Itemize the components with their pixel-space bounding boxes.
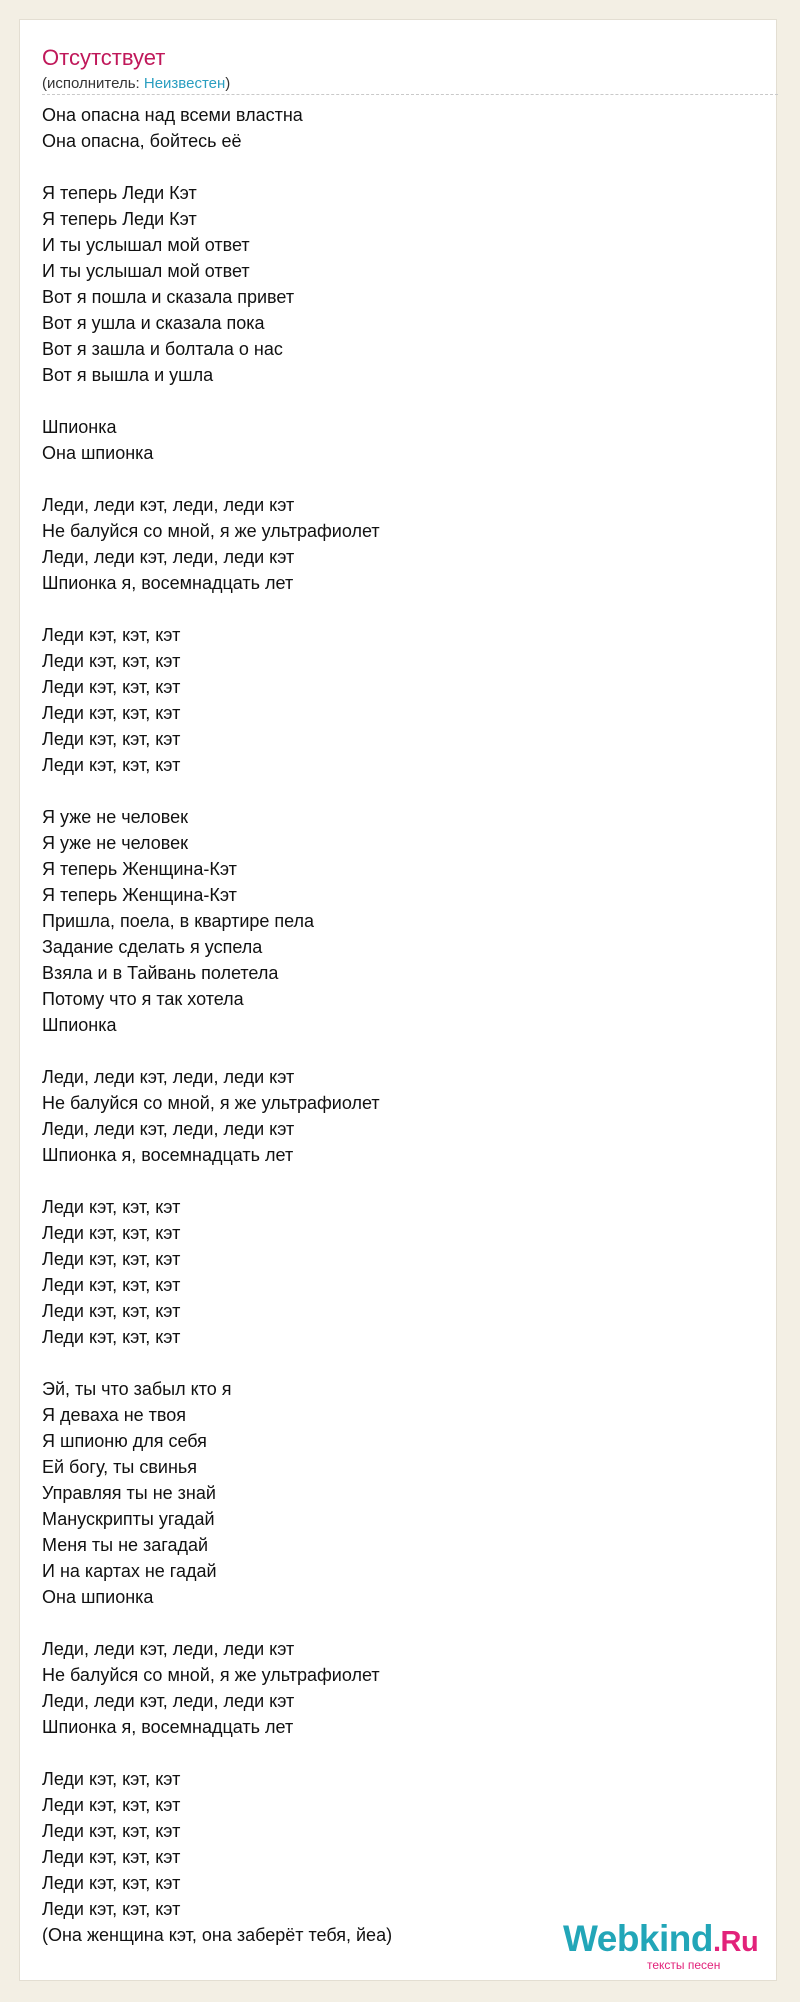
lyric-line: Не балуйся со мной, я же ультрафиолет: [42, 1665, 380, 1685]
lyric-line: Леди кэт, кэт, кэт: [42, 1249, 181, 1269]
lyric-line: Леди кэт, кэт, кэт: [42, 1769, 181, 1789]
lyric-line: Вот я ушла и сказала пока: [42, 313, 265, 333]
lyric-line: Я теперь Леди Кэт: [42, 209, 197, 229]
lyric-line: Я уже не человек: [42, 807, 188, 827]
artist-suffix: ): [225, 75, 231, 92]
lyric-line: Я теперь Женщина-Кэт: [42, 859, 237, 879]
lyric-line: Леди кэт, кэт, кэт: [42, 1275, 181, 1295]
lyric-line: Я шпионю для себя: [42, 1431, 207, 1451]
lyrics-text: [42, 102, 742, 1948]
lyric-line: Меня ты не загадай: [42, 1535, 209, 1555]
lyric-line: Вот я зашла и болтала о нас: [42, 339, 283, 359]
lyric-line: Леди кэт, кэт, кэт: [42, 1821, 181, 1841]
lyrics-card: [19, 19, 777, 1981]
lyric-line: Леди, леди кэт, леди, леди кэт: [42, 1639, 295, 1659]
lyric-line: Управляя ты не знай: [42, 1483, 216, 1503]
logo-wordmark: [563, 1917, 758, 1964]
lyric-line: Вот я пошла и сказала привет: [42, 287, 295, 307]
lyric-stanza-break: [42, 1168, 742, 1194]
lyric-line: Леди, леди кэт, леди, леди кэт: [42, 1067, 295, 1087]
lyric-stanza-break: [42, 388, 742, 414]
lyric-stanza-break: [42, 1350, 742, 1376]
lyric-line: Пришла, поела, в квартире пела: [42, 911, 315, 931]
lyric-stanza-break: [42, 596, 742, 622]
lyric-line: Шпионка: [42, 1015, 117, 1035]
lyric-stanza-break: [42, 778, 742, 804]
logo-name: Webkind: [563, 1918, 713, 1959]
lyric-line: Леди кэт, кэт, кэт: [42, 1795, 181, 1815]
lyric-line: Леди, леди кэт, леди, леди кэт: [42, 547, 295, 567]
lyric-line: (Она женщина кэт, она заберёт тебя, йеа): [42, 1925, 393, 1945]
lyric-line: Она шпионка: [42, 1587, 154, 1607]
lyric-line: Леди, леди кэт, леди, леди кэт: [42, 495, 295, 515]
lyric-line: Шпионка я, восемнадцать лет: [42, 1145, 294, 1165]
lyric-line: Леди кэт, кэт, кэт: [42, 755, 181, 775]
lyric-line: Эй, ты что забыл кто я: [42, 1379, 232, 1399]
logo-tagline: тексты песен: [647, 1958, 721, 1972]
artist-prefix: (исполнитель:: [42, 75, 144, 92]
lyric-line: Ей богу, ты свинья: [42, 1457, 198, 1477]
lyric-line: Вот я вышла и ушла: [42, 365, 214, 385]
lyric-line: Потому что я так хотела: [42, 989, 244, 1009]
lyric-line: Я теперь Леди Кэт: [42, 183, 197, 203]
lyric-line: Леди, леди кэт, леди, леди кэт: [42, 1119, 295, 1139]
lyric-stanza-break: [42, 1610, 742, 1636]
lyric-line: Леди кэт, кэт, кэт: [42, 625, 181, 645]
lyric-line: Манускрипты угадай: [42, 1509, 215, 1529]
lyric-line: Шпионка: [42, 417, 117, 437]
logo-tld: .Ru: [713, 1926, 759, 1958]
lyric-line: Леди кэт, кэт, кэт: [42, 677, 181, 697]
lyric-line: Леди кэт, кэт, кэт: [42, 1899, 181, 1919]
lyric-line: Леди кэт, кэт, кэт: [42, 1301, 181, 1321]
lyric-line: Леди кэт, кэт, кэт: [42, 729, 181, 749]
lyric-line: Она опасна, бойтесь её: [42, 131, 242, 151]
lyric-line: Леди кэт, кэт, кэт: [42, 1327, 181, 1347]
lyric-line: Она шпионка: [42, 443, 154, 463]
lyric-line: Шпионка я, восемнадцать лет: [42, 573, 294, 593]
lyric-stanza-break: [42, 1038, 742, 1064]
lyric-stanza-break: [42, 154, 742, 180]
lyric-line: Леди кэт, кэт, кэт: [42, 1873, 181, 1893]
lyric-line: Леди, леди кэт, леди, леди кэт: [42, 1691, 295, 1711]
lyric-line: Я уже не человек: [42, 833, 188, 853]
lyric-line: И ты услышал мой ответ: [42, 261, 250, 281]
lyric-line: И ты услышал мой ответ: [42, 235, 250, 255]
lyric-line: Не балуйся со мной, я же ультрафиолет: [42, 521, 380, 541]
lyric-line: Леди кэт, кэт, кэт: [42, 1847, 181, 1867]
lyric-line: Я теперь Женщина-Кэт: [42, 885, 237, 905]
lyric-line: Леди кэт, кэт, кэт: [42, 1223, 181, 1243]
song-title: Отсутствует: [42, 45, 166, 70]
lyric-line: И на картах не гадай: [42, 1561, 217, 1581]
lyric-line: Она опасна над всеми властна: [42, 105, 303, 125]
lyric-line: Леди кэт, кэт, кэт: [42, 651, 181, 671]
lyric-stanza-break: [42, 466, 742, 492]
lyric-line: Леди кэт, кэт, кэт: [42, 703, 181, 723]
artist-link[interactable]: Неизвестен: [143, 75, 226, 92]
lyric-line: Задание сделать я успела: [42, 937, 263, 957]
artist-line: [42, 74, 230, 94]
lyric-line: Леди кэт, кэт, кэт: [42, 1197, 181, 1217]
lyric-line: Я деваха не твоя: [42, 1405, 187, 1425]
lyric-line: Шпионка я, восемнадцать лет: [42, 1717, 294, 1737]
lyric-stanza-break: [42, 1740, 742, 1766]
header-divider: [42, 94, 778, 95]
lyric-line: Взяла и в Тайвань полетела: [42, 963, 279, 983]
lyric-line: Не балуйся со мной, я же ультрафиолет: [42, 1093, 380, 1113]
site-logo[interactable]: [563, 1917, 778, 1977]
